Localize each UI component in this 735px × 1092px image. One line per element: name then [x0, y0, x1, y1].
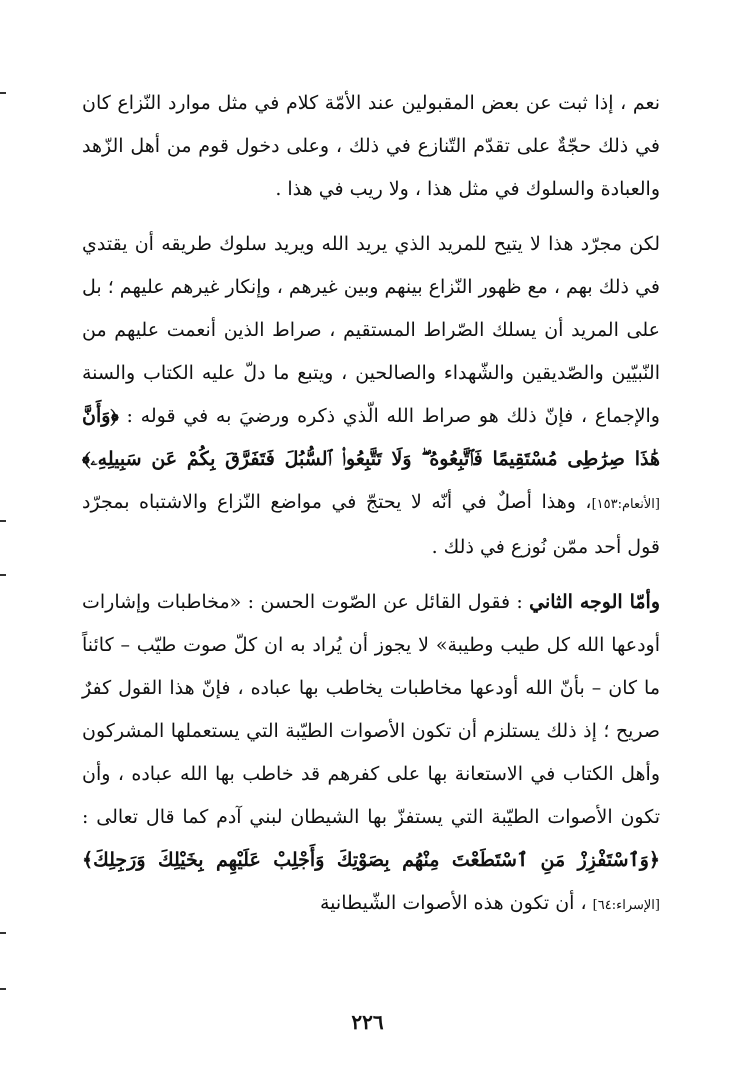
scan-edge-mark — [0, 574, 6, 576]
scan-edge-mark — [0, 988, 6, 990]
section-heading-second-aspect: وأمّا الوجه الثاني — [529, 591, 660, 613]
paragraph-1-text: نعم ، إذا ثبت عن بعض المقبولين عند الأمّة كلام في مثل موارد النّزاع كان في ذلك حجّةٌ على تقدّم التّنازع في ذلك ، وعلى دخول قوم من أهل الزّهد والعبادة والسلوك في مثل هذا ، ولا ريب في هذا . — [82, 92, 660, 200]
page-number: ٢٢٦ — [351, 1010, 384, 1034]
paragraph-2-text-end: ، وهذا أصلٌ في أنّه لا يحتجّ في مواضع النّزاع والاشتباه بمجرّد قول أحد ممّن نُوزع في ذلك . — [82, 491, 660, 558]
verse-reference-anam: [الأنعام:١٥٣] — [591, 497, 660, 512]
scan-edge-mark — [0, 520, 6, 522]
paragraph-2-text: لكن مجرّد هذا لا يتيح للمريد الذي يريد الله ويريد سلوك طريقه أن يقتدي في ذلك بهم ، مع ظهور النّزاع بينهم وبين غيرهم ، وإنكار غيرهم عليهم ؛ بل على المريد أن يسلك الصّراط المستقيم ، صراط الذين أنعمت عليهم من النّبيّين والصّديقين والشّهداء والصالحين ، ويتبع ما دلّ عليه الكتاب والسنة والإجماع ، فإنّ ذلك هو صراط الله الّذي ذكره ورضيَ به في قوله : — [82, 233, 660, 427]
scan-edge-mark — [0, 932, 6, 934]
quran-verse-isra: ﴿وَٱسْتَفْزِزْ مَنِ ٱسْتَطَعْتَ مِنْهُم بِصَوْتِكَ وَأَجْلِبْ عَلَيْهِم بِخَيْلِكَ وَرَجِلِكَ﴾ — [82, 849, 660, 871]
paragraph-3-text-end: ، أن تكون هذه الأصوات الشّيطانية — [320, 892, 593, 914]
paragraph-3 — [82, 581, 660, 927]
paragraph-3-text: : فقول القائل عن الصّوت الحسن : «مخاطبات وإشارات أودعها الله كل طيب وطيبة» لا يجوز أن يُراد به ان كلّ صوت طيّب – كائناً ما كان – بأنّ الله أودعها مخاطبات يخاطب بها عباده ، فإنّ هذا القول كفرٌ صريح ؛ إذ ذلك يستلزم أن تكون الأصوات الطيّبة التي يستعملها المشركون وأهل الكتاب في الاستعانة بها على كفرهم قد خاطب بها الله عباده ، وأن تكون الأصوات الطيّبة التي يستفزّ بها الشيطان لبني آدم كما قال تعالى : — [82, 591, 660, 828]
quran-verse-anam: ﴿وَأَنَّ هَٰذَا صِرَٰطِى مُسْتَقِيمًا فَٱتَّبِعُوهُ ۖ وَلَا تَتَّبِعُوا۟ ٱلسُّبُلَ فَتَفَرَّقَ بِكُمْ عَن سَبِيلِهِۦ﴾ — [82, 405, 660, 470]
verse-reference-isra: [الإسراء:٦٤] — [592, 898, 660, 913]
paragraph-2 — [82, 223, 660, 569]
scan-edge-mark — [0, 92, 6, 94]
paragraph-1 — [82, 82, 660, 211]
page-body — [82, 82, 660, 927]
